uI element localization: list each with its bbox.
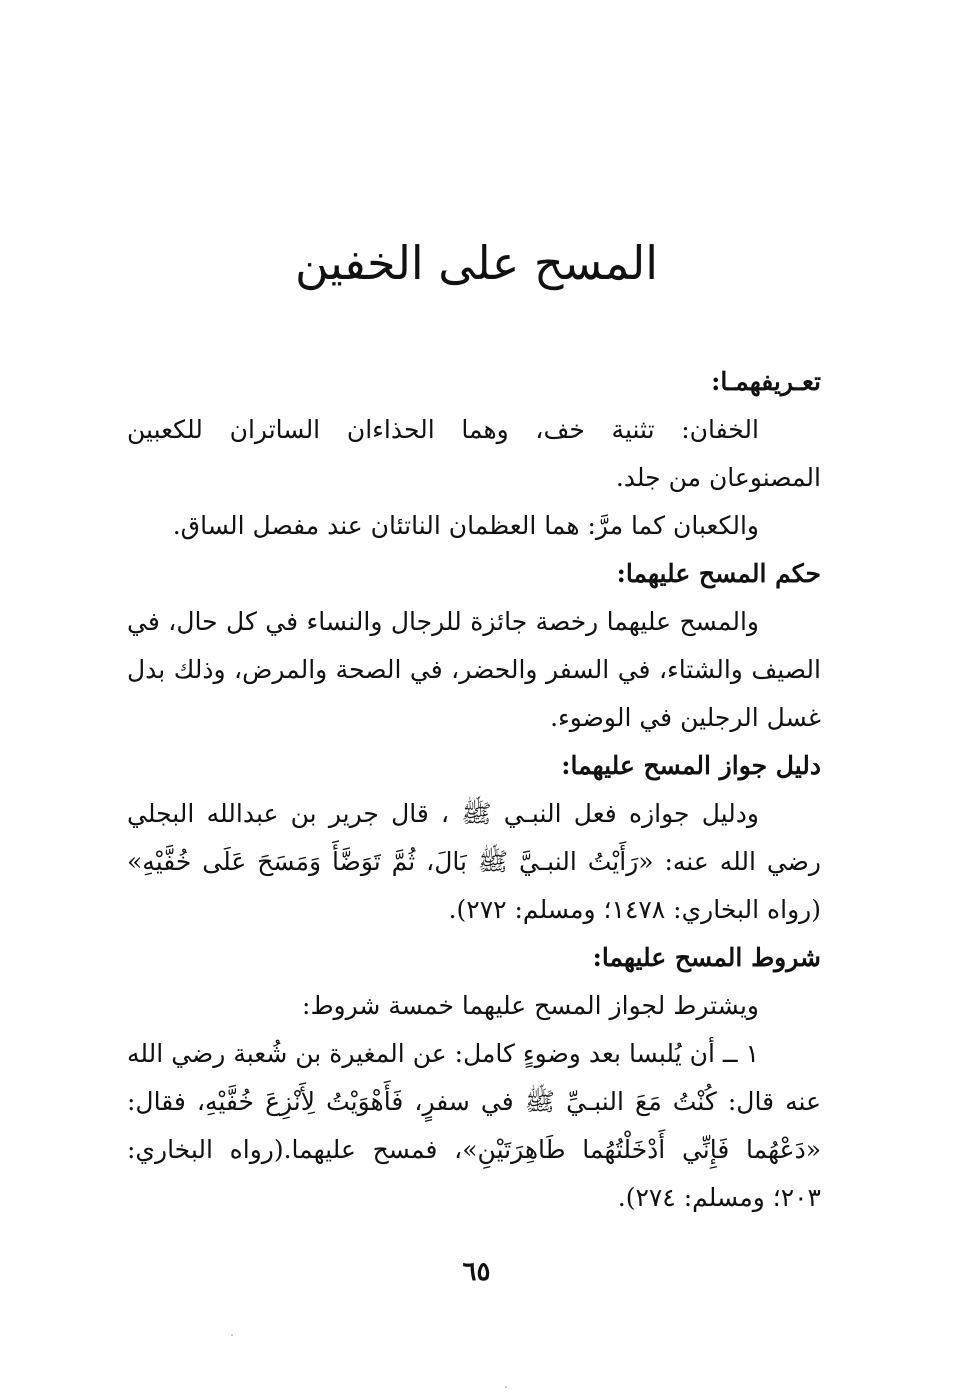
scan-speck (231, 1334, 233, 1336)
paragraph-conditions-intro: ويشترط لجواز المسح عليهما خمسة شروط: (302, 991, 759, 1020)
paragraph-ruling: والمسح عليهما رخصة جائزة للرجال والنساء في كل حال، في الصيف والشتاء، في السفر والحضر، في الصحة والمرض، وذلك بدل غسل الرجلين في الوضوء. (127, 607, 821, 732)
scan-speck (505, 1386, 507, 1388)
page-body (127, 358, 821, 1222)
paragraph-evidence: ودليل جوازه فعل النبـي ﷺ ، قال جرير بن عبدالله البجلي رضي الله عنه: «رَأَيْتُ النبـيَّ ﷺ بَالَ، ثُمَّ تَوَضَّأَ وَمَسَحَ عَلَى خُفَّيْهِ» (رواه البخاري: ١٤٧٨؛ ومسلم: ٢٧٢). (127, 799, 821, 924)
paragraph-definition-khuff: الخفان: تثنية خف، وهما الحذاءان الساتران للكعبين المصنوعان من جلد. (127, 415, 821, 492)
section-heading-evidence: دليل جواز المسح عليهما: (561, 751, 821, 780)
page-number: ٦٥ (462, 1257, 491, 1287)
chapter-title: المسح على الخفين (294, 235, 659, 290)
paragraph-condition-1: ١ ــ أن يُلبسا بعد وضوءٍ كامل: عن المغيرة بن شُعبة رضي الله عنه قال: كُنْتُ مَعَ النبـيِّ ﷺ في سفرٍ، فَأَهْوَيْتُ لِأَنْزِعَ خُفَّيْهِ، فقال: «دَعْهُما فَإِنِّي أَدْخَلْتُهُما طَاهِرَتَيْنِ»، فمسح عليهما.(رواه البخاري: ٢٠٣؛ ومسلم: ٢٧٤). (127, 1039, 821, 1212)
section-heading-conditions: شروط المسح عليهما: (592, 943, 821, 972)
section-heading-definition: تعـريفهمـا: (711, 367, 821, 396)
paragraph-definition-kaab: والكعبان كما مرَّ: هما العظمان الناتئان عند مفصل الساق. (172, 511, 759, 540)
section-heading-ruling: حكم المسح عليهما: (616, 559, 821, 588)
